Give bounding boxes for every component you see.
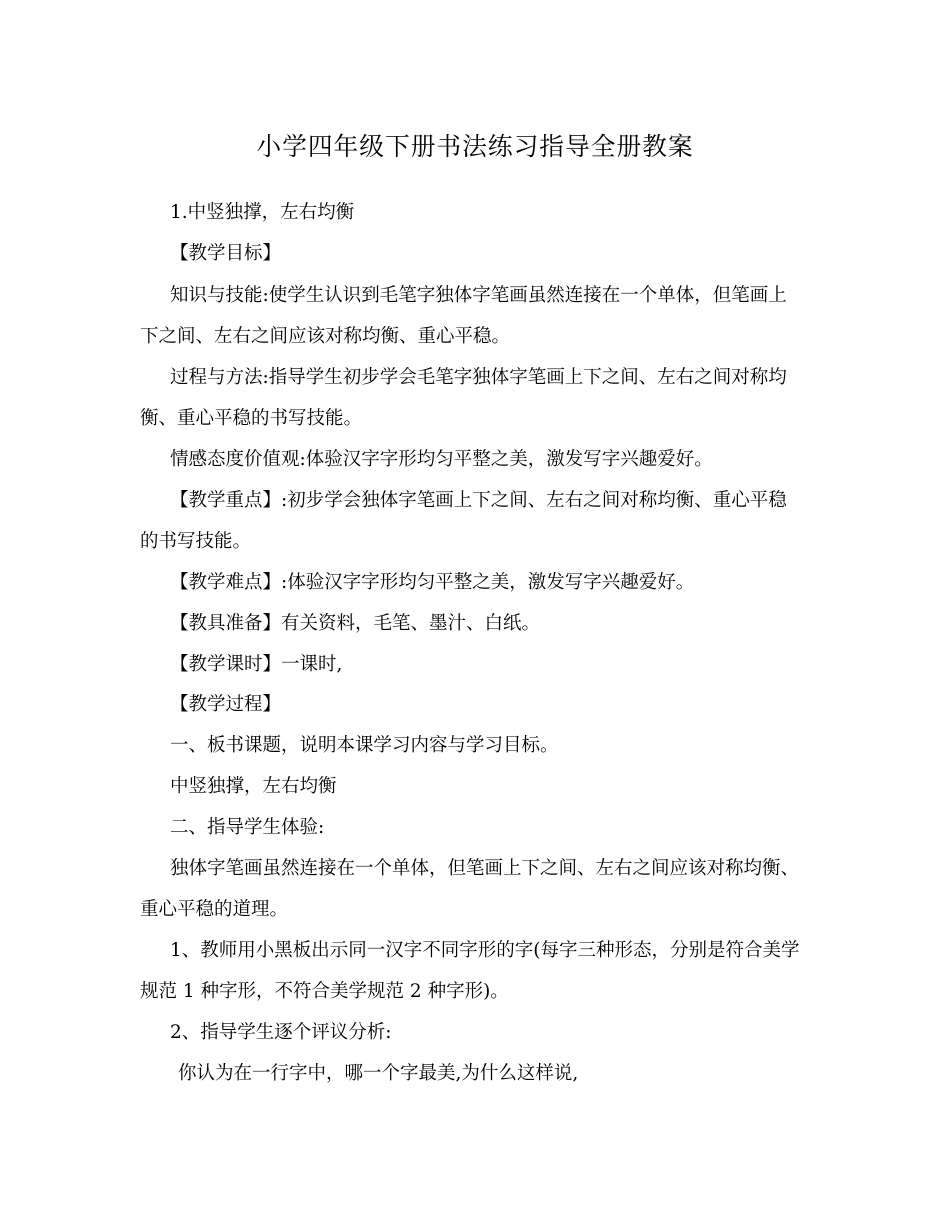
paragraph-line: 独体字笔画虽然连接在一个单体，但笔画上下之间、左右之间应该对称均衡、: [170, 858, 800, 879]
paragraph-line: 规范 1 种字形，不符合美学规范 2 种字形)。: [140, 981, 509, 1002]
paragraph-line: 2、指导学生逐个评议分析:: [170, 1022, 392, 1043]
paragraph-line: 【教具准备】有关资料，毛笔、墨汁、白纸。: [170, 613, 541, 634]
paragraph-line: 衡、重心平稳的书写技能。: [140, 408, 363, 429]
paragraph-line: 【教学难点】:体验汉字字形均匀平整之美，激发写字兴趣爱好。: [170, 572, 695, 593]
paragraph-line: 一、板书课题，说明本课学习内容与学习目标。: [170, 735, 559, 756]
section-heading: 1.中竖独撑，左右均衡: [170, 202, 355, 223]
document-title: 小学四年级下册书法练习指导全册教案: [256, 132, 694, 161]
paragraph-line: 重心平稳的道理。: [140, 899, 289, 920]
paragraph-line: 的书写技能。: [140, 531, 252, 552]
paragraph-line: 1、教师用小黑板出示同一汉字不同字形的字(每字三种形态，分别是符合美学: [170, 940, 800, 961]
paragraph-line: 你认为在一行字中，哪一个字最美,为什么这样说,: [178, 1063, 579, 1084]
paragraph-line: 二、指导学生体验:: [170, 817, 325, 838]
paragraph-line: 知识与技能:使学生认识到毛笔字独体字笔画虽然连接在一个单体，但笔画上: [170, 285, 787, 306]
paragraph-line: 情感态度价值观:体验汉字字形均匀平整之美，激发写字兴趣爱好。: [170, 449, 713, 470]
paragraph-line: 【教学课时】一课时,: [170, 654, 343, 675]
paragraph-line: 【教学重点】:初步学会独体字笔画上下之间、左右之间对称均衡、重心平稳: [170, 490, 787, 511]
heading-teaching-goals: 【教学目标】: [170, 243, 282, 264]
paragraph-line: 下之间、左右之间应该对称均衡、重心平稳。: [140, 326, 511, 347]
paragraph-line: 过程与方法:指导学生初步学会毛笔字独体字笔画上下之间、左右之间对称均: [170, 367, 787, 388]
heading-teaching-process: 【教学过程】: [170, 694, 282, 715]
paragraph-line: 中竖独撑，左右均衡: [170, 776, 337, 797]
